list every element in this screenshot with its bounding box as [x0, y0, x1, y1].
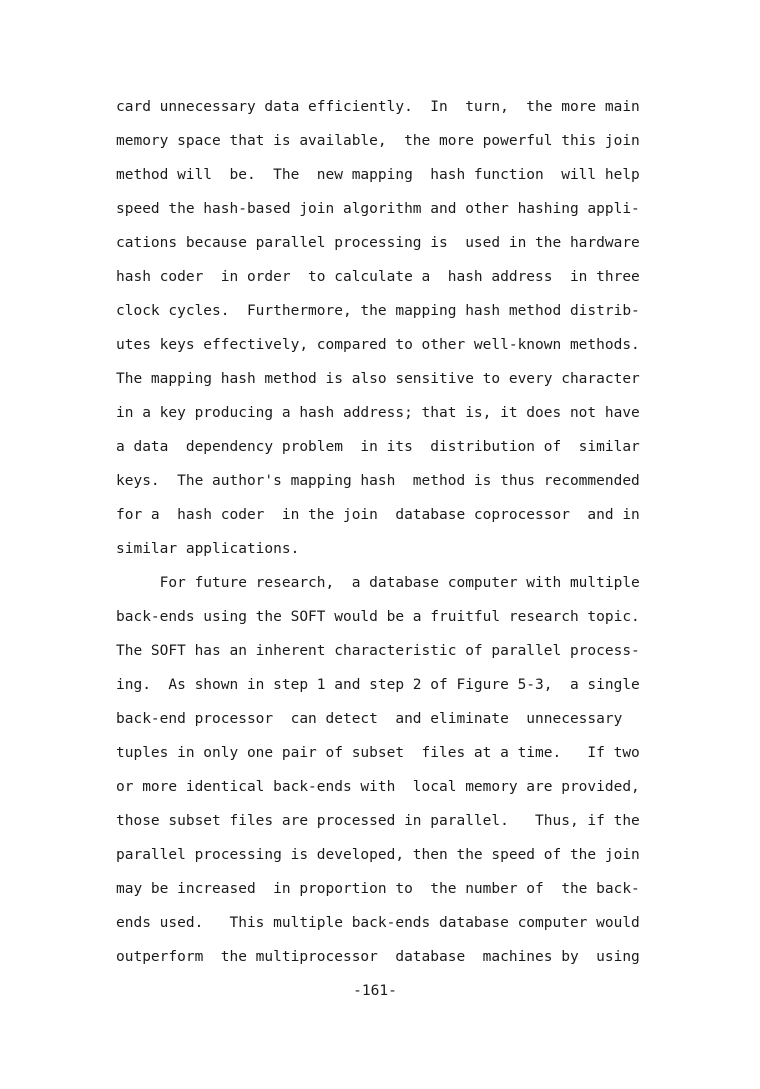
text-line: those subset files are processed in parallel. Thus, if the: [116, 813, 640, 829]
text-line: for a hash coder in the join database coprocessor and in: [116, 507, 640, 523]
text-line: ing. As shown in step 1 and step 2 of Figure 5-3, a single: [116, 677, 640, 693]
text-line: back-end processor can detect and eliminate unnecessary: [116, 711, 623, 727]
text-line: back-ends using the SOFT would be a fruitful research topic.: [116, 609, 640, 625]
text-line: utes keys effectively, compared to other well-known methods.: [116, 337, 640, 353]
text-line: The SOFT has an inherent characteristic of parallel process-: [116, 643, 640, 659]
page-number: -161-: [353, 983, 397, 999]
text-line: a data dependency problem in its distribution of similar: [116, 439, 640, 455]
text-line: hash coder in order to calculate a hash address in three: [116, 269, 640, 285]
text-line: parallel processing is developed, then the speed of the join: [116, 847, 640, 863]
text-line: tuples in only one pair of subset files at a time. If two: [116, 745, 640, 761]
text-line: outperform the multiprocessor database machines by using: [116, 949, 640, 965]
text-line: ends used. This multiple back-ends database computer would: [116, 915, 640, 931]
text-line: may be increased in proportion to the number of the back-: [116, 881, 640, 897]
text-line: in a key producing a hash address; that is, it does not have: [116, 405, 640, 421]
text-line: clock cycles. Furthermore, the mapping hash method distrib-: [116, 303, 640, 319]
text-line: For future research, a database computer with multiple: [116, 575, 640, 591]
text-line: memory space that is available, the more powerful this join: [116, 133, 640, 149]
text-line: The mapping hash method is also sensitive to every character: [116, 371, 640, 387]
text-line: card unnecessary data efficiently. In turn, the more main: [116, 99, 640, 115]
body-text: [116, 95, 676, 979]
text-line: keys. The author's mapping hash method is thus recommended: [116, 473, 640, 489]
text-line: cations because parallel processing is used in the hardware: [116, 235, 640, 251]
text-line: or more identical back-ends with local memory are provided,: [116, 779, 640, 795]
text-line: similar applications.: [116, 541, 300, 557]
text-line: method will be. The new mapping hash function will help: [116, 167, 640, 183]
text-line: speed the hash-based join algorithm and other hashing appli-: [116, 201, 640, 217]
